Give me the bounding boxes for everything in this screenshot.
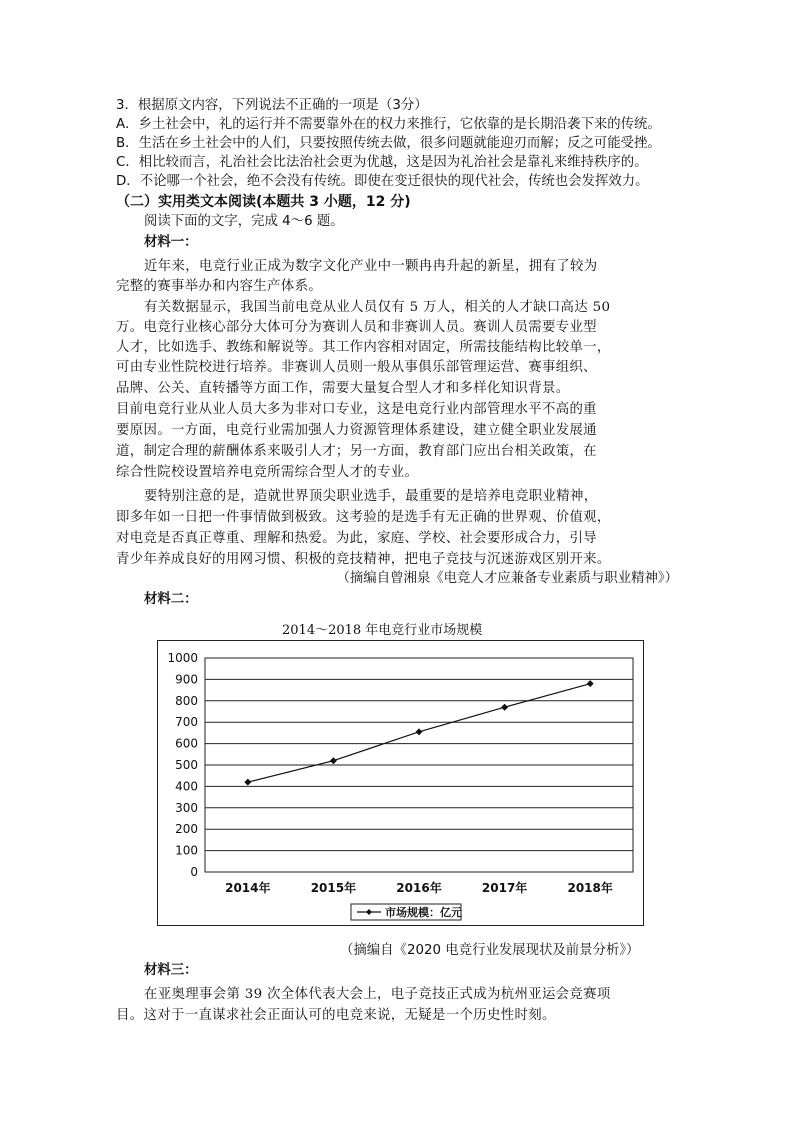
data-point [416, 728, 423, 735]
material1-line: 有关数据显示，我国当前电竞从业人员仅有 5 万人，相关的人才缺口高达 50 [144, 300, 611, 315]
material1-line: 道，制定合理的薪酬体系来吸引人才；另一方面，教育部门应出台相关政策，在 [116, 444, 597, 459]
material1-line: 对电竞是否真正尊重、理解和热爱。为此，家庭、学校、社会要形成合力，引导 [116, 531, 597, 546]
data-point [587, 680, 594, 687]
x-tick-label: 2017年 [481, 881, 528, 895]
question3-option-d: D．不论哪一个社会，绝不会没有传统。即使在变迁很快的现代社会，传统也会发挥效力。 [116, 174, 649, 189]
material1-source: （摘编自曾湘泉《电竞人才应兼备专业素质与职业精神》） [336, 571, 678, 586]
material1-line: 人才，比如选手、教练和解说等。其工作内容相对固定，所需技能结构比较单一， [116, 340, 611, 355]
chart-frame [157, 640, 644, 926]
y-tick-label: 900 [175, 672, 198, 687]
y-tick-label: 100 [175, 843, 198, 858]
material1-line: 要原因。一方面，电竞行业需加强人力资源管理体系建设，建立健全职业发展通 [116, 423, 597, 438]
question3-option-b: B．生活在乡土社会中的人们，只要按照传统去做，很多问题就能迎刃而解；反之可能受挫。 [116, 136, 661, 151]
y-tick-label: 200 [175, 822, 198, 837]
material1-line: 品牌、公关、直转播等方面工作，需要大量复合型人才和多样化知识背景。 [116, 381, 570, 396]
question3-option-a: A．乡土社会中，礼的运行并不需要靠外在的权力来推行，它依靠的是长期沿袭下来的传统。 [116, 117, 661, 132]
material1-line: 青少年养成良好的用网习惯、积极的竞技精神，把电子竞技与沉迷游戏区别开来。 [116, 552, 611, 567]
material1-label: 材料一： [144, 235, 198, 250]
material1-line: 综合性院校设置培养电竞所需综合型人才的专业。 [116, 465, 419, 480]
x-tick-label: 2016年 [396, 881, 442, 895]
material1-line: 近年来，电竞行业正成为数字文化产业中一颗冉冉升起的新星，拥有了较为 [144, 259, 598, 274]
material2-source: （摘编自《2020 电竞行业发展现状及前景分析》） [340, 943, 640, 958]
section2-heading: （二）实用类文本阅读(本题共 3 小题，12 分) [116, 194, 411, 210]
material1-line: 要特别注意的是，造就世界顶尖职业选手，最重要的是培养电竞职业精神， [144, 489, 598, 504]
material1-line: 目前电竞行业从业人员大多为非对口专业，这是电竞行业内部管理水平不高的重 [116, 402, 597, 417]
y-tick-label: 800 [175, 693, 198, 708]
data-point [244, 779, 251, 786]
section2-instruction: 阅读下面的文字，完成 4～6 题。 [144, 214, 344, 229]
material3-label: 材料三： [144, 963, 198, 978]
material1-line: 完整的赛事举办和内容生产体系。 [116, 279, 323, 294]
y-tick-label: 600 [175, 736, 198, 751]
y-tick-label: 500 [175, 758, 198, 772]
chart-title: 2014～2018 年电竞行业市场规模 [282, 623, 483, 638]
y-tick-label: 700 [175, 715, 198, 730]
question3-option-c: C．相比较而言，礼治社会比法治社会更为优越，这是因为礼治社会是靠礼来维持秩序的。 [116, 155, 648, 170]
x-tick-label: 2018年 [567, 881, 613, 895]
line-chart [158, 641, 643, 925]
y-tick-label: 1000 [167, 651, 198, 665]
x-tick-label: 2014年 [225, 881, 271, 895]
material1-line: 万。电竞行业核心部分大体可分为赛训人员和非赛训人员。赛训人员需要专业型 [116, 320, 597, 335]
material1-line: 即多年如一日把一件事情做到极致。这考验的是选手有无正确的世界观、价值观， [116, 510, 611, 525]
material2-label: 材料二： [144, 592, 198, 607]
material1-line: 可由专业性院校进行培养。非赛训人员则一般从事俱乐部管理运营、赛事组织、 [116, 360, 597, 375]
y-tick-label: 400 [175, 779, 198, 794]
material3-line: 在亚奥理事会第 39 次全体代表大会上，电子竞技正式成为杭州亚运会竞赛项 [144, 987, 611, 1002]
data-point [330, 757, 337, 764]
y-tick-label: 300 [175, 800, 198, 815]
material3-line: 目。这对于一直谋求社会正面认可的电竞来说，无疑是一个历史性时刻。 [116, 1008, 556, 1023]
x-tick-label: 2015年 [310, 881, 357, 895]
question3-stem: 3．根据原文内容，下列说法不正确的一项是（3分） [116, 98, 428, 113]
y-tick-label: 0 [190, 865, 198, 879]
data-point [501, 704, 508, 711]
legend-label: 市场规模：亿元 [385, 906, 462, 919]
